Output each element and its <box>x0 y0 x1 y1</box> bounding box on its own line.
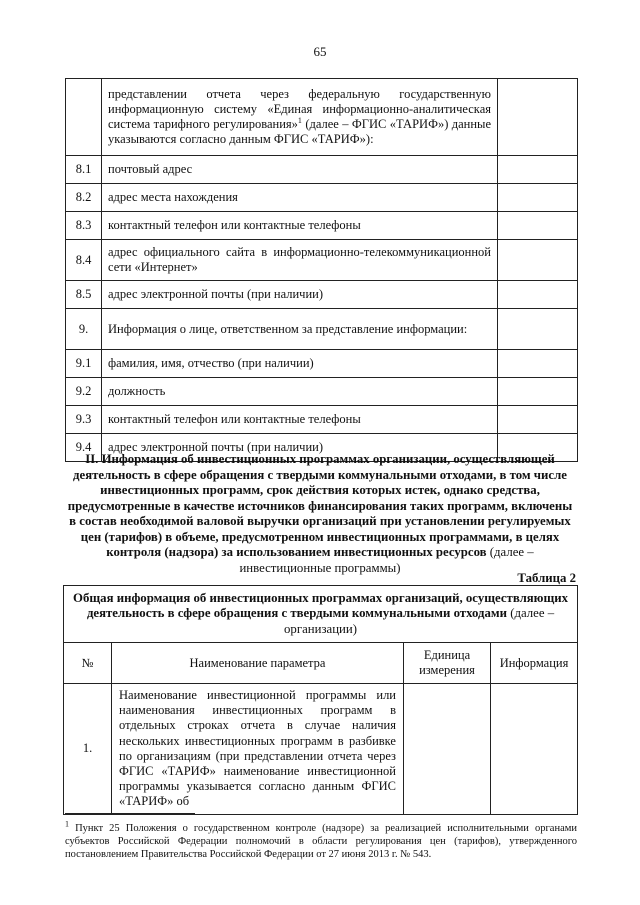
table-row <box>66 378 578 406</box>
table-row <box>66 240 578 281</box>
table-row <box>66 184 578 212</box>
footnote-ref: 1 <box>297 115 302 125</box>
value-cell <box>498 406 578 434</box>
value-cell <box>498 281 578 309</box>
row-label: адрес официального сайта в информационно-телекоммуникационной сети «Интернет» <box>102 240 498 281</box>
table-header-bold: Общая информация об инвестиционных программах организаций, осуществляющих деятельность в сфере обращения с твердыми коммунальными отходами <box>73 590 569 621</box>
value-cell <box>498 184 578 212</box>
intro-text-cell <box>102 79 498 156</box>
row-label: почтовый адрес <box>102 156 498 184</box>
column-header-param: Наименование параметра <box>112 643 404 684</box>
section-title-normal: (далее – инвестиционные программы) <box>239 545 534 575</box>
row-number: 9.1 <box>66 350 102 378</box>
table-row <box>64 684 578 815</box>
value-cell <box>498 350 578 378</box>
row-number: 8.4 <box>66 240 102 281</box>
info-cell <box>491 684 578 815</box>
table-row <box>66 79 578 156</box>
footnote <box>65 819 577 861</box>
row-number: 9. <box>66 309 102 350</box>
unit-cell <box>404 684 491 815</box>
intro-text: представлении отчета через федеральную государственную информационную систему «Единая информационно-аналитическая система тарифного регулирования» <box>108 87 491 131</box>
row-label: адрес электронной почты (при наличии) <box>102 281 498 309</box>
footnote-separator <box>65 813 195 814</box>
section-title <box>66 452 574 576</box>
footnote-marker: 1 <box>65 819 69 829</box>
table-header <box>64 586 578 643</box>
intro-text-after: (далее – ФГИС «ТАРИФ») данные указываются согласно данным ФГИС «ТАРИФ»): <box>108 117 491 146</box>
row-label: должность <box>102 378 498 406</box>
section-title-bold: II. Информация об инвестиционных программах организации, осуществляющей деятельность в сфере обращения с твердыми коммунальными отходами, в том числе инвестиционных программ, срок действия которых истек, однако средства, предусмотренные в качестве источников финансирования таких программ, включены в состав необходимой валовой выручки организаций при установлении регулируемых цен (тарифов) в объеме, предусмотренном инвестиционных программами, в целях контроля (надзора) за использованием инвестиционных ресурсов <box>67 452 573 559</box>
num-cell <box>66 79 102 156</box>
table-header-normal: (далее – организации) <box>284 606 555 636</box>
table-row <box>66 406 578 434</box>
value-cell <box>498 79 578 156</box>
row-label: адрес электронной почты (при наличии) <box>102 434 498 462</box>
table-header-row <box>64 586 578 643</box>
value-cell <box>498 309 578 350</box>
row-number: 8.1 <box>66 156 102 184</box>
footnote-text: Пункт 25 Положения о государственном контроле (надзоре) за реализацией исполнительными органами субъектов Российской Федерации полномочий в области регулирования цен (тарифов), утвержденного постановлением Правительства Российской Федерации от 27 июня 2013 г. № 543. <box>65 823 577 860</box>
value-cell <box>498 156 578 184</box>
column-header-num: № <box>64 643 112 684</box>
row-label: Наименование инвестиционной программы или наименования инвестиционных программ в отдельных строках отчета в случае наличия нескольких инвестиционных программ в разбивке по организациям (при представлении отчета через ФГИС «ТАРИФ» наименование инвестиционной программы указывается согласно данным ФГИС «ТАРИФ» об <box>112 684 404 815</box>
value-cell <box>498 240 578 281</box>
row-number: 8.2 <box>66 184 102 212</box>
row-number: 9.3 <box>66 406 102 434</box>
table-row <box>66 281 578 309</box>
column-header-unit: Единица измерения <box>404 643 491 684</box>
value-cell <box>498 212 578 240</box>
row-number: 9.4 <box>66 434 102 462</box>
column-header-row <box>64 643 578 684</box>
column-header-info: Информация <box>491 643 578 684</box>
investment-programs-table <box>63 585 578 815</box>
value-cell <box>498 378 578 406</box>
row-number: 8.5 <box>66 281 102 309</box>
table-caption: Таблица 2 <box>517 571 576 585</box>
table-row <box>66 309 578 350</box>
row-number: 8.3 <box>66 212 102 240</box>
row-number: 9.2 <box>66 378 102 406</box>
row-label: адрес места нахождения <box>102 184 498 212</box>
table-row <box>66 350 578 378</box>
page-number: 65 <box>313 44 327 59</box>
row-number: 1. <box>64 684 112 815</box>
row-label: Информация о лице, ответственном за представление информации: <box>102 309 498 350</box>
row-label: контактный телефон или контактные телефоны <box>102 406 498 434</box>
row-label: фамилия, имя, отчество (при наличии) <box>102 350 498 378</box>
contact-info-table <box>65 78 578 462</box>
table-row <box>66 156 578 184</box>
row-label: контактный телефон или контактные телефоны <box>102 212 498 240</box>
table-row <box>66 212 578 240</box>
